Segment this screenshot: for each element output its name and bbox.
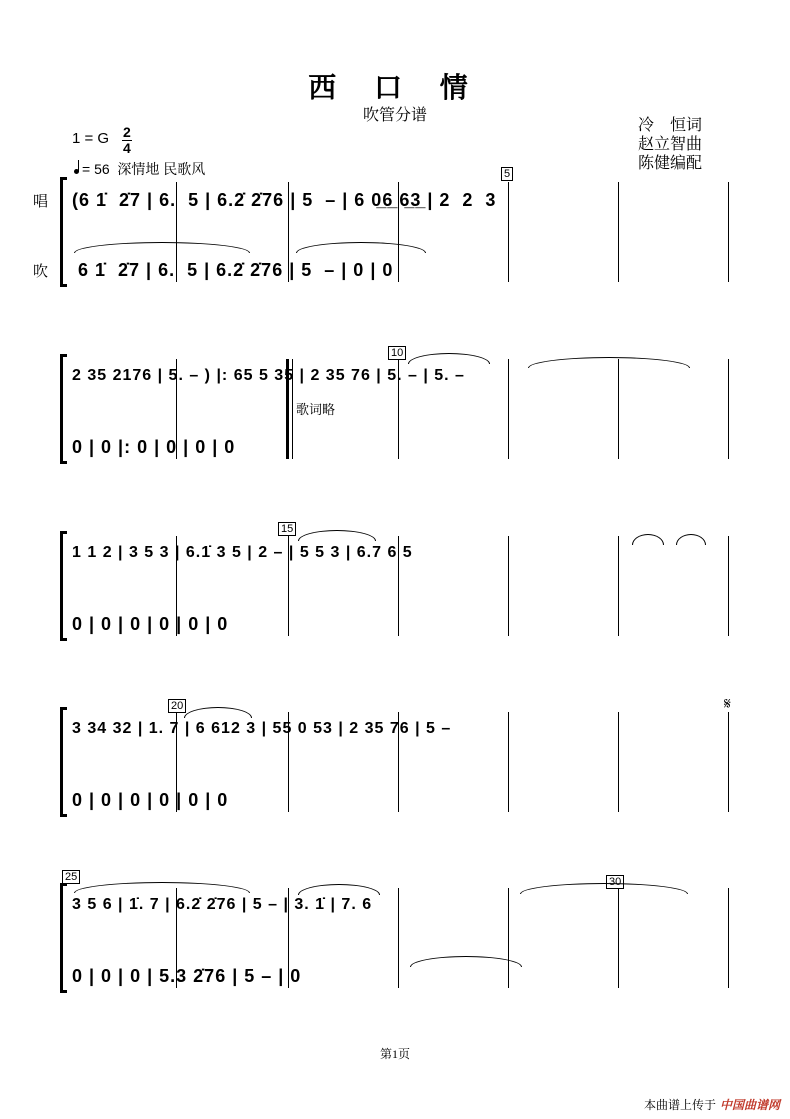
system-2 bbox=[60, 347, 730, 465]
system-5 bbox=[60, 871, 730, 994]
system-4 bbox=[60, 696, 731, 818]
page-number: 第1页 bbox=[379, 1047, 410, 1061]
slur bbox=[298, 884, 380, 895]
slur bbox=[520, 883, 688, 894]
key-signature: 1 = G bbox=[72, 130, 110, 147]
wind-notes: 0 | 0 | 0 | 0 | 0 | 0 bbox=[72, 614, 229, 634]
measure-number: 10 bbox=[388, 346, 406, 360]
credit-composer: 赵立智曲 bbox=[638, 136, 703, 153]
barline bbox=[728, 536, 729, 636]
song-subtitle: 吹管分谱 bbox=[362, 107, 427, 124]
barline bbox=[508, 712, 509, 812]
site-logo: 中国曲谱网 bbox=[719, 1098, 780, 1112]
wind-notes: 0 | 0 | 0 | 5.3 2̇76 | 5 – | 0 bbox=[72, 966, 302, 986]
barline bbox=[508, 359, 509, 459]
barline bbox=[728, 888, 729, 988]
measure-number: 15 bbox=[278, 522, 296, 536]
measure-number: 5 bbox=[501, 167, 513, 181]
system-bracket bbox=[60, 532, 69, 640]
quarter-note-icon bbox=[74, 169, 79, 174]
slur bbox=[408, 353, 490, 364]
slur bbox=[410, 956, 522, 967]
barline bbox=[618, 888, 619, 988]
voice-notes: 2 35 2176 | 5. – ) |: 65 5 35 | 2 35 76 | 5. – | 5. – bbox=[72, 367, 465, 384]
wind-notes: 6 1̇ 2̇7 | 6. 5 | 6.2̇ 2̇76 | 5 – | 0 | 0 bbox=[72, 260, 394, 280]
barline bbox=[728, 182, 729, 282]
barline bbox=[508, 888, 509, 988]
lyric-placeholder: 歌词略 bbox=[296, 402, 336, 417]
slur bbox=[184, 707, 252, 718]
voice-notes: 3 34 32 | 1. 7 | 6 612 3 | 55 0 53 | 2 35 76 | 5 – bbox=[72, 720, 452, 737]
wind-notes: 0 | 0 |: 0 | 0 | 0 | 0 bbox=[72, 437, 236, 457]
system-bracket bbox=[60, 708, 69, 816]
measure-number: 30 bbox=[606, 875, 624, 889]
system-bracket bbox=[60, 884, 69, 992]
barline bbox=[618, 712, 619, 812]
barline bbox=[398, 888, 399, 988]
slur bbox=[632, 534, 664, 545]
slur bbox=[528, 357, 690, 368]
slur bbox=[298, 530, 376, 541]
song-title: 西 口 情 bbox=[308, 71, 482, 104]
measure-number: 25 bbox=[62, 870, 80, 884]
segno-sign: 𝄋 bbox=[724, 696, 731, 713]
credit-lyricist: 冷 恒词 bbox=[638, 117, 703, 134]
barline bbox=[618, 359, 619, 459]
site-watermark bbox=[644, 1096, 780, 1113]
system-bracket bbox=[60, 355, 69, 463]
meter-top: 2 bbox=[123, 124, 131, 140]
measure-number: 20 bbox=[168, 699, 186, 713]
credit-arranger: 陈健编配 bbox=[638, 155, 703, 172]
system-bracket bbox=[60, 178, 69, 286]
voice-notes: 1 1 2 | 3 5 3 | 6.1̇ 3 5 | 2 – | 5 5 3 | 6.7 6 5 bbox=[72, 544, 413, 561]
barline bbox=[618, 182, 619, 282]
barline bbox=[508, 536, 509, 636]
tempo-value: = 56 bbox=[82, 161, 110, 177]
slur bbox=[676, 534, 706, 545]
voice-notes: 3 5 6 | 1̇. 7 | 6.2̇ 2̇76 | 5 – | 3. 1̇ | 7. 6 bbox=[72, 896, 373, 913]
part-label-wind: 吹 bbox=[33, 263, 49, 280]
barline bbox=[728, 359, 729, 459]
credits bbox=[638, 116, 702, 173]
system-3 bbox=[60, 523, 730, 642]
barline bbox=[618, 536, 619, 636]
time-signature bbox=[122, 125, 132, 156]
barline bbox=[728, 712, 729, 812]
expression-mark: 深情地 民歌风 bbox=[117, 161, 206, 177]
barline bbox=[508, 182, 509, 282]
slur bbox=[296, 242, 426, 253]
upload-note: 本曲谱上传于 bbox=[643, 1098, 716, 1112]
meter-bottom: 4 bbox=[123, 140, 131, 156]
wind-notes: 0 | 0 | 0 | 0 | 0 | 0 bbox=[72, 790, 229, 810]
part-label-voice: 唱 bbox=[33, 193, 49, 210]
tempo-marking bbox=[74, 159, 205, 179]
slur bbox=[74, 882, 250, 893]
voice-notes: (6 1̇ 2̇7 | 6. 5 | 6.2̇ 2̇76 | 5 – | 6 0̲6̲ 6̲3̲ | 2 2 3 bbox=[72, 190, 497, 210]
slur bbox=[74, 242, 250, 253]
